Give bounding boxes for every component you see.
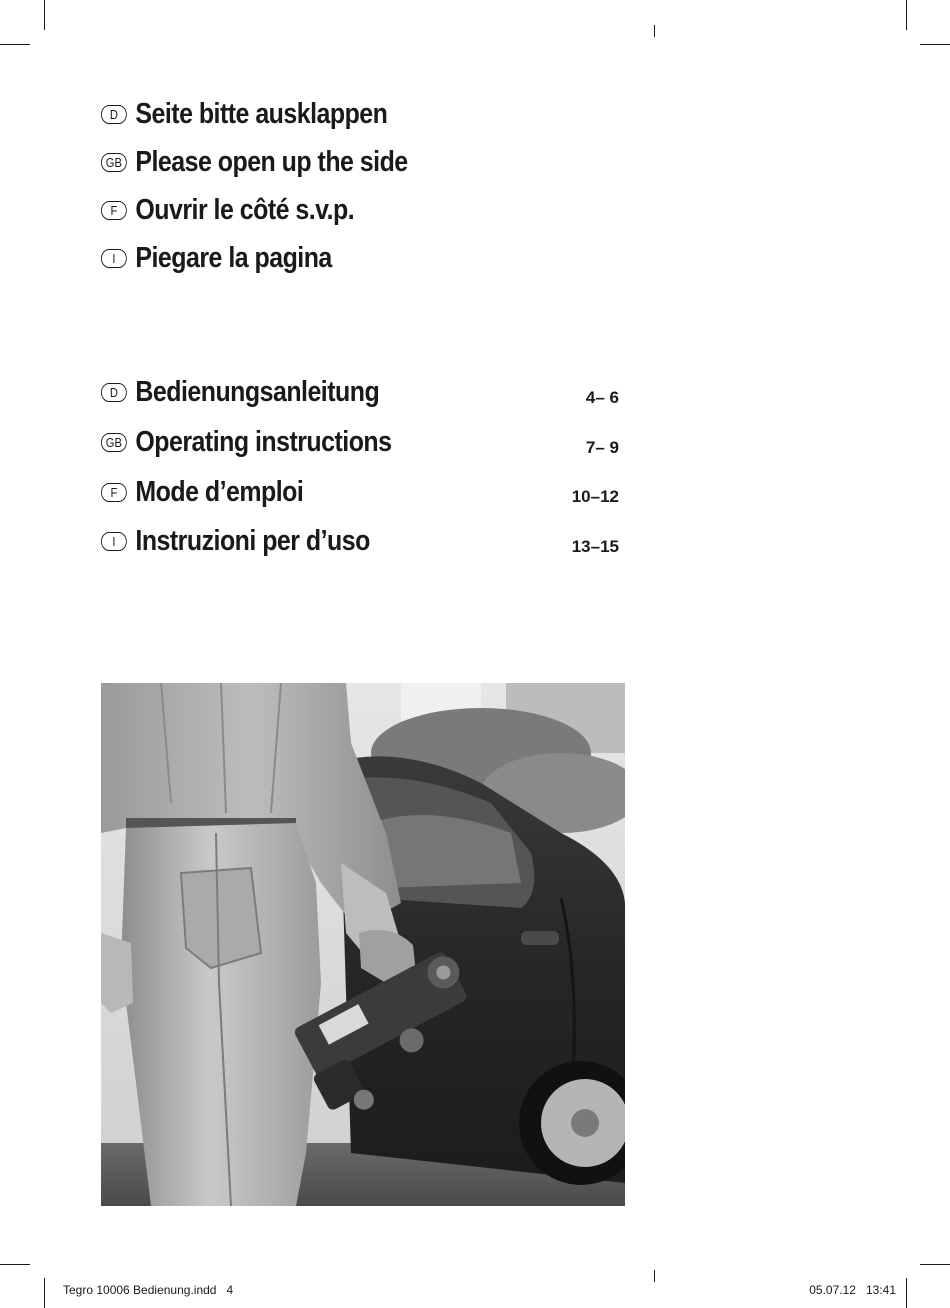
instruction-line-de [101,98,387,131]
crop-mark [44,0,45,30]
toc-entry-it [101,525,370,558]
instruction-line-gb [101,146,408,179]
toc-title: Instruzioni per d’uso [135,525,370,557]
instruction-text: Ouvrir le côté s.v.p. [135,194,355,226]
toc-entry-de [101,376,379,409]
crop-mark [920,44,950,45]
toc-entry-gb [101,426,391,459]
language-badge: F [101,201,127,220]
instruction-text: Seite bitte ausklappen [135,98,388,130]
language-badge: GB [101,153,127,172]
language-badge: I [101,249,127,268]
footer-date-time: 05.07.12 13:41 [809,1283,896,1297]
crop-mark [906,0,907,30]
crop-mark [920,1264,950,1265]
toc-page-range: 7– 9 [585,438,619,457]
cover-photo [101,683,625,1206]
crop-mark [44,1278,45,1308]
language-badge: GB [101,433,127,452]
toc-title: Operating instructions [135,426,392,458]
language-badge: I [101,532,127,551]
instruction-line-fr [101,194,354,227]
language-badge: F [101,483,127,502]
instruction-text: Please open up the side [135,146,408,178]
toc-page-range: 10–12 [571,487,619,506]
crop-mark [654,1270,655,1282]
language-badge: D [101,383,127,402]
language-badge: D [101,105,127,124]
instruction-text: Piegare la pagina [135,242,332,274]
crop-mark [906,1278,907,1308]
toc-title: Mode d’emploi [135,476,304,508]
toc-entry-fr [101,476,303,509]
crop-mark [0,44,30,45]
instruction-line-it [101,242,332,275]
crop-mark [0,1264,30,1265]
crop-mark [654,25,655,37]
toc-page-range: 4– 6 [585,388,619,407]
toc-page-range: 13–15 [571,537,619,556]
footer-file-info: Tegro 10006 Bedienung.indd 4 [63,1283,234,1297]
toc-title: Bedienungsanleitung [135,376,380,408]
